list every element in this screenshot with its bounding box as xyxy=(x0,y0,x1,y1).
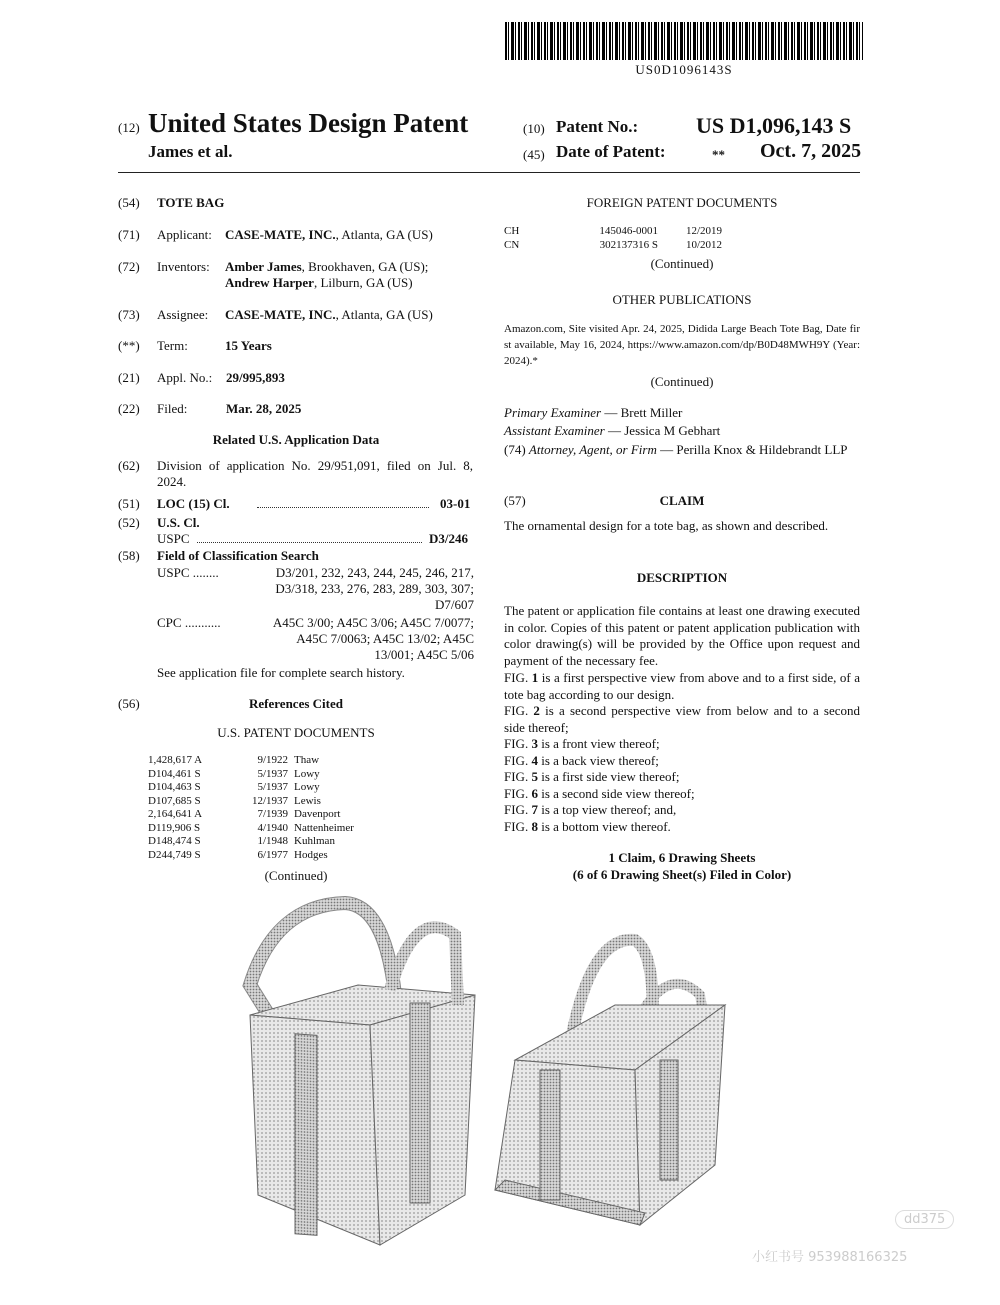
foreign-continued: (Continued) xyxy=(650,256,714,271)
loc-leader-dots xyxy=(257,496,429,508)
us-ref-row xyxy=(148,822,360,836)
barcode-text: US0D1096143S xyxy=(635,62,733,77)
applicant-label: Applicant: xyxy=(157,227,212,242)
ref-date: 5/1937 xyxy=(257,767,288,780)
code-45: (45) xyxy=(523,147,545,162)
assignee-label: Assignee: xyxy=(157,307,209,322)
date-stars: ** xyxy=(712,147,725,162)
watermark-badge: dd375 xyxy=(895,1210,954,1229)
us-docs-heading: U.S. PATENT DOCUMENTS xyxy=(217,725,375,740)
sheets-line-2: (6 of 6 Drawing Sheet(s) Filed in Color) xyxy=(572,867,792,882)
us-ref-row xyxy=(148,795,360,809)
barcode xyxy=(505,22,863,60)
uspc-value: D3/246 xyxy=(429,531,468,546)
figure-description: FIG. 2 is a second perspective view from below and to a second side thereof; xyxy=(504,703,861,735)
code-56: (56) xyxy=(118,696,140,711)
term-label: Term: xyxy=(157,338,188,353)
design-title: TOTE BAG xyxy=(157,195,225,210)
foreign-ref-row xyxy=(504,239,728,253)
ref-inventor: Kuhlman xyxy=(294,835,335,847)
date-value: Oct. 7, 2025 xyxy=(760,140,862,162)
ref-date: 12/1937 xyxy=(251,794,288,807)
us-ref-row xyxy=(148,768,360,782)
filed-label: Filed: xyxy=(157,401,188,416)
term-value: 15 Years xyxy=(225,338,272,353)
code-22: (22) xyxy=(118,401,140,416)
figure-description: FIG. 4 is a back view thereof; xyxy=(504,752,659,768)
filed-value: Mar. 28, 2025 xyxy=(226,401,302,416)
foreign-refs-table xyxy=(504,225,728,252)
ref-inventor: Davenport xyxy=(294,808,341,820)
search-uspc-label: USPC ........ xyxy=(157,565,219,580)
claim-text: The ornamental design for a tote bag, as shown and described. xyxy=(504,518,829,533)
ref-date: 4/1940 xyxy=(257,821,288,834)
code-58: (58) xyxy=(118,548,140,563)
figure-description: FIG. 7 is a top view thereof; and, xyxy=(504,802,677,817)
ref-inventor: Hodges xyxy=(294,848,328,861)
code-73: (73) xyxy=(118,307,140,322)
code-52: (52) xyxy=(118,515,140,530)
ref-date: 6/1977 xyxy=(257,848,288,861)
ref-country: CN xyxy=(504,238,520,251)
search-uspc-line-2: D3/318, 233, 276, 283, 289, 303, 307; xyxy=(275,581,474,596)
ref-inventor: Lewis xyxy=(294,794,321,807)
us-refs-table xyxy=(148,754,360,862)
figure-description: FIG. 3 is a front view thereof; xyxy=(504,736,660,751)
ref-inventor: Lowy xyxy=(294,781,320,793)
ref-number: D104,461 S xyxy=(148,767,201,780)
ref-number: D148,474 S xyxy=(148,835,201,847)
foreign-ref-row xyxy=(504,225,728,239)
uspc-sub-label: USPC xyxy=(157,531,190,546)
references-heading: References Cited xyxy=(249,696,343,711)
figure-description: FIG. 8 is a bottom view thereof. xyxy=(504,818,671,834)
search-cpc-line-1: A45C 3/00; A45C 3/06; A45C 7/0077; xyxy=(272,615,474,630)
other-pubs-heading: OTHER PUBLICATIONS xyxy=(612,292,752,307)
ref-date: 10/2012 xyxy=(686,238,723,251)
division-text: Division of application No. 29/951,091, filed on Jul. 8, 2024. xyxy=(157,458,473,489)
code-57: (57) xyxy=(504,493,526,508)
tote-bag-drawing xyxy=(240,895,760,1255)
ref-number: 2,164,641 A xyxy=(148,808,203,820)
ref-date: 12/2019 xyxy=(686,225,723,237)
description-text: The patent or application file contains at least one drawing executed in color. Copies of this patent or patent application publication with color drawing(s) will be provided by the Office upon request and payment of the necessary fee. xyxy=(504,603,860,668)
applicant-value: CASE-MATE, INC., Atlanta, GA (US) xyxy=(225,227,433,242)
search-cpc-line-2: A45C 7/0063; A45C 13/02; A45C xyxy=(296,631,474,646)
patent-no-label: Patent No.: xyxy=(556,117,639,136)
primary-examiner: Primary Examiner — Brett Miller xyxy=(504,405,683,420)
tote-bag-fig2 xyxy=(495,940,725,1225)
ref-number: D119,906 S xyxy=(148,821,201,834)
ref-date: 5/1937 xyxy=(257,781,288,793)
us-ref-row xyxy=(148,808,360,822)
watermark-text: 小红书号 953988166325 xyxy=(752,1250,908,1265)
ref-number: D244,749 S xyxy=(148,848,201,861)
us-ref-row xyxy=(148,849,360,863)
us-ref-row xyxy=(148,835,360,849)
ref-date: 7/1939 xyxy=(257,808,288,820)
code-51: (51) xyxy=(118,496,140,511)
assistant-examiner: Assistant Examiner — Jessica M Gebhart xyxy=(504,423,721,438)
code-21: (21) xyxy=(118,370,140,385)
ref-country: CH xyxy=(504,225,520,237)
uspc-leader-dots xyxy=(197,531,422,543)
ref-number: 302137316 S xyxy=(599,238,658,251)
patent-number: US D1,096,143 S xyxy=(696,113,852,138)
code-term: (**) xyxy=(118,338,140,353)
date-label: Date of Patent: xyxy=(556,142,666,161)
search-cpc-line-3: 13/001; A45C 5/06 xyxy=(374,647,474,662)
other-pubs-text: Amazon.com, Site visited Apr. 24, 2025, Didida Large Beach Tote Bag, Date first available, May 16, 2024, https://www.amazon.com/dp/B0D48MWH9Y (Year: 2024).* xyxy=(504,323,860,367)
inventor-short: James et al. xyxy=(148,142,233,161)
us-ref-row xyxy=(148,754,360,768)
code-72: (72) xyxy=(118,259,140,274)
search-uspc-line-1: D3/201, 232, 243, 244, 245, 246, 217, xyxy=(275,565,474,580)
related-heading: Related U.S. Application Data xyxy=(212,432,380,447)
ref-inventor: Thaw xyxy=(294,754,320,766)
description-heading: DESCRIPTION xyxy=(636,570,728,585)
figure-description: FIG. 1 is a first perspective view from above and to a first side, of a tote bag according to our design. xyxy=(504,670,861,702)
code-54: (54) xyxy=(118,195,140,210)
loc-label: LOC (15) Cl. xyxy=(157,496,230,511)
header-rule xyxy=(118,172,860,173)
attorney: (74) Attorney, Agent, or Firm — Perilla Knox & Hildebrandt LLP xyxy=(504,442,848,457)
loc-value: 03-01 xyxy=(440,496,471,511)
code-71: (71) xyxy=(118,227,140,242)
field-search-label: Field of Classification Search xyxy=(157,548,319,563)
search-cpc-label: CPC ........... xyxy=(157,615,221,630)
code-12: (12) xyxy=(118,120,140,135)
assignee-value: CASE-MATE, INC., Atlanta, GA (US) xyxy=(225,307,433,322)
ref-number: D104,463 S xyxy=(148,781,201,793)
code-62: (62) xyxy=(118,458,140,473)
foreign-heading: FOREIGN PATENT DOCUMENTS xyxy=(586,195,778,210)
ref-date: 9/1922 xyxy=(257,754,288,766)
other-pubs-continued: (Continued) xyxy=(650,374,714,389)
us-cl-label: U.S. Cl. xyxy=(157,515,200,530)
ref-date: 1/1948 xyxy=(257,835,288,847)
inventor-2: Andrew Harper, Lilburn, GA (US) xyxy=(225,275,413,290)
us-refs-continued: (Continued) xyxy=(264,868,328,883)
claim-heading: CLAIM xyxy=(659,493,705,508)
code-10: (10) xyxy=(523,121,545,136)
appl-no-label: Appl. No.: xyxy=(157,370,213,385)
document-title: United States Design Patent xyxy=(148,108,469,138)
figure-description: FIG. 6 is a second side view thereof; xyxy=(504,785,695,801)
appl-no-value: 29/995,893 xyxy=(226,370,285,385)
sheets-line-1: 1 Claim, 6 Drawing Sheets xyxy=(608,850,756,865)
tote-bag-fig1 xyxy=(250,903,475,1245)
ref-inventor: Nattenheimer xyxy=(294,821,354,834)
ref-number: 145046-0001 xyxy=(599,225,658,237)
search-uspc-line-3: D7/607 xyxy=(435,597,474,612)
inventors-label: Inventors: xyxy=(157,259,210,274)
figure-description: FIG. 5 is a first side view thereof; xyxy=(504,769,680,784)
inventor-1: Amber James, Brookhaven, GA (US); xyxy=(225,259,429,274)
ref-number: D107,685 S xyxy=(148,794,201,807)
ref-number: 1,428,617 A xyxy=(148,754,203,766)
figure-list xyxy=(504,670,860,835)
us-ref-row xyxy=(148,781,360,795)
search-history-note: See application file for complete search history. xyxy=(157,665,405,680)
ref-inventor: Lowy xyxy=(294,767,320,780)
